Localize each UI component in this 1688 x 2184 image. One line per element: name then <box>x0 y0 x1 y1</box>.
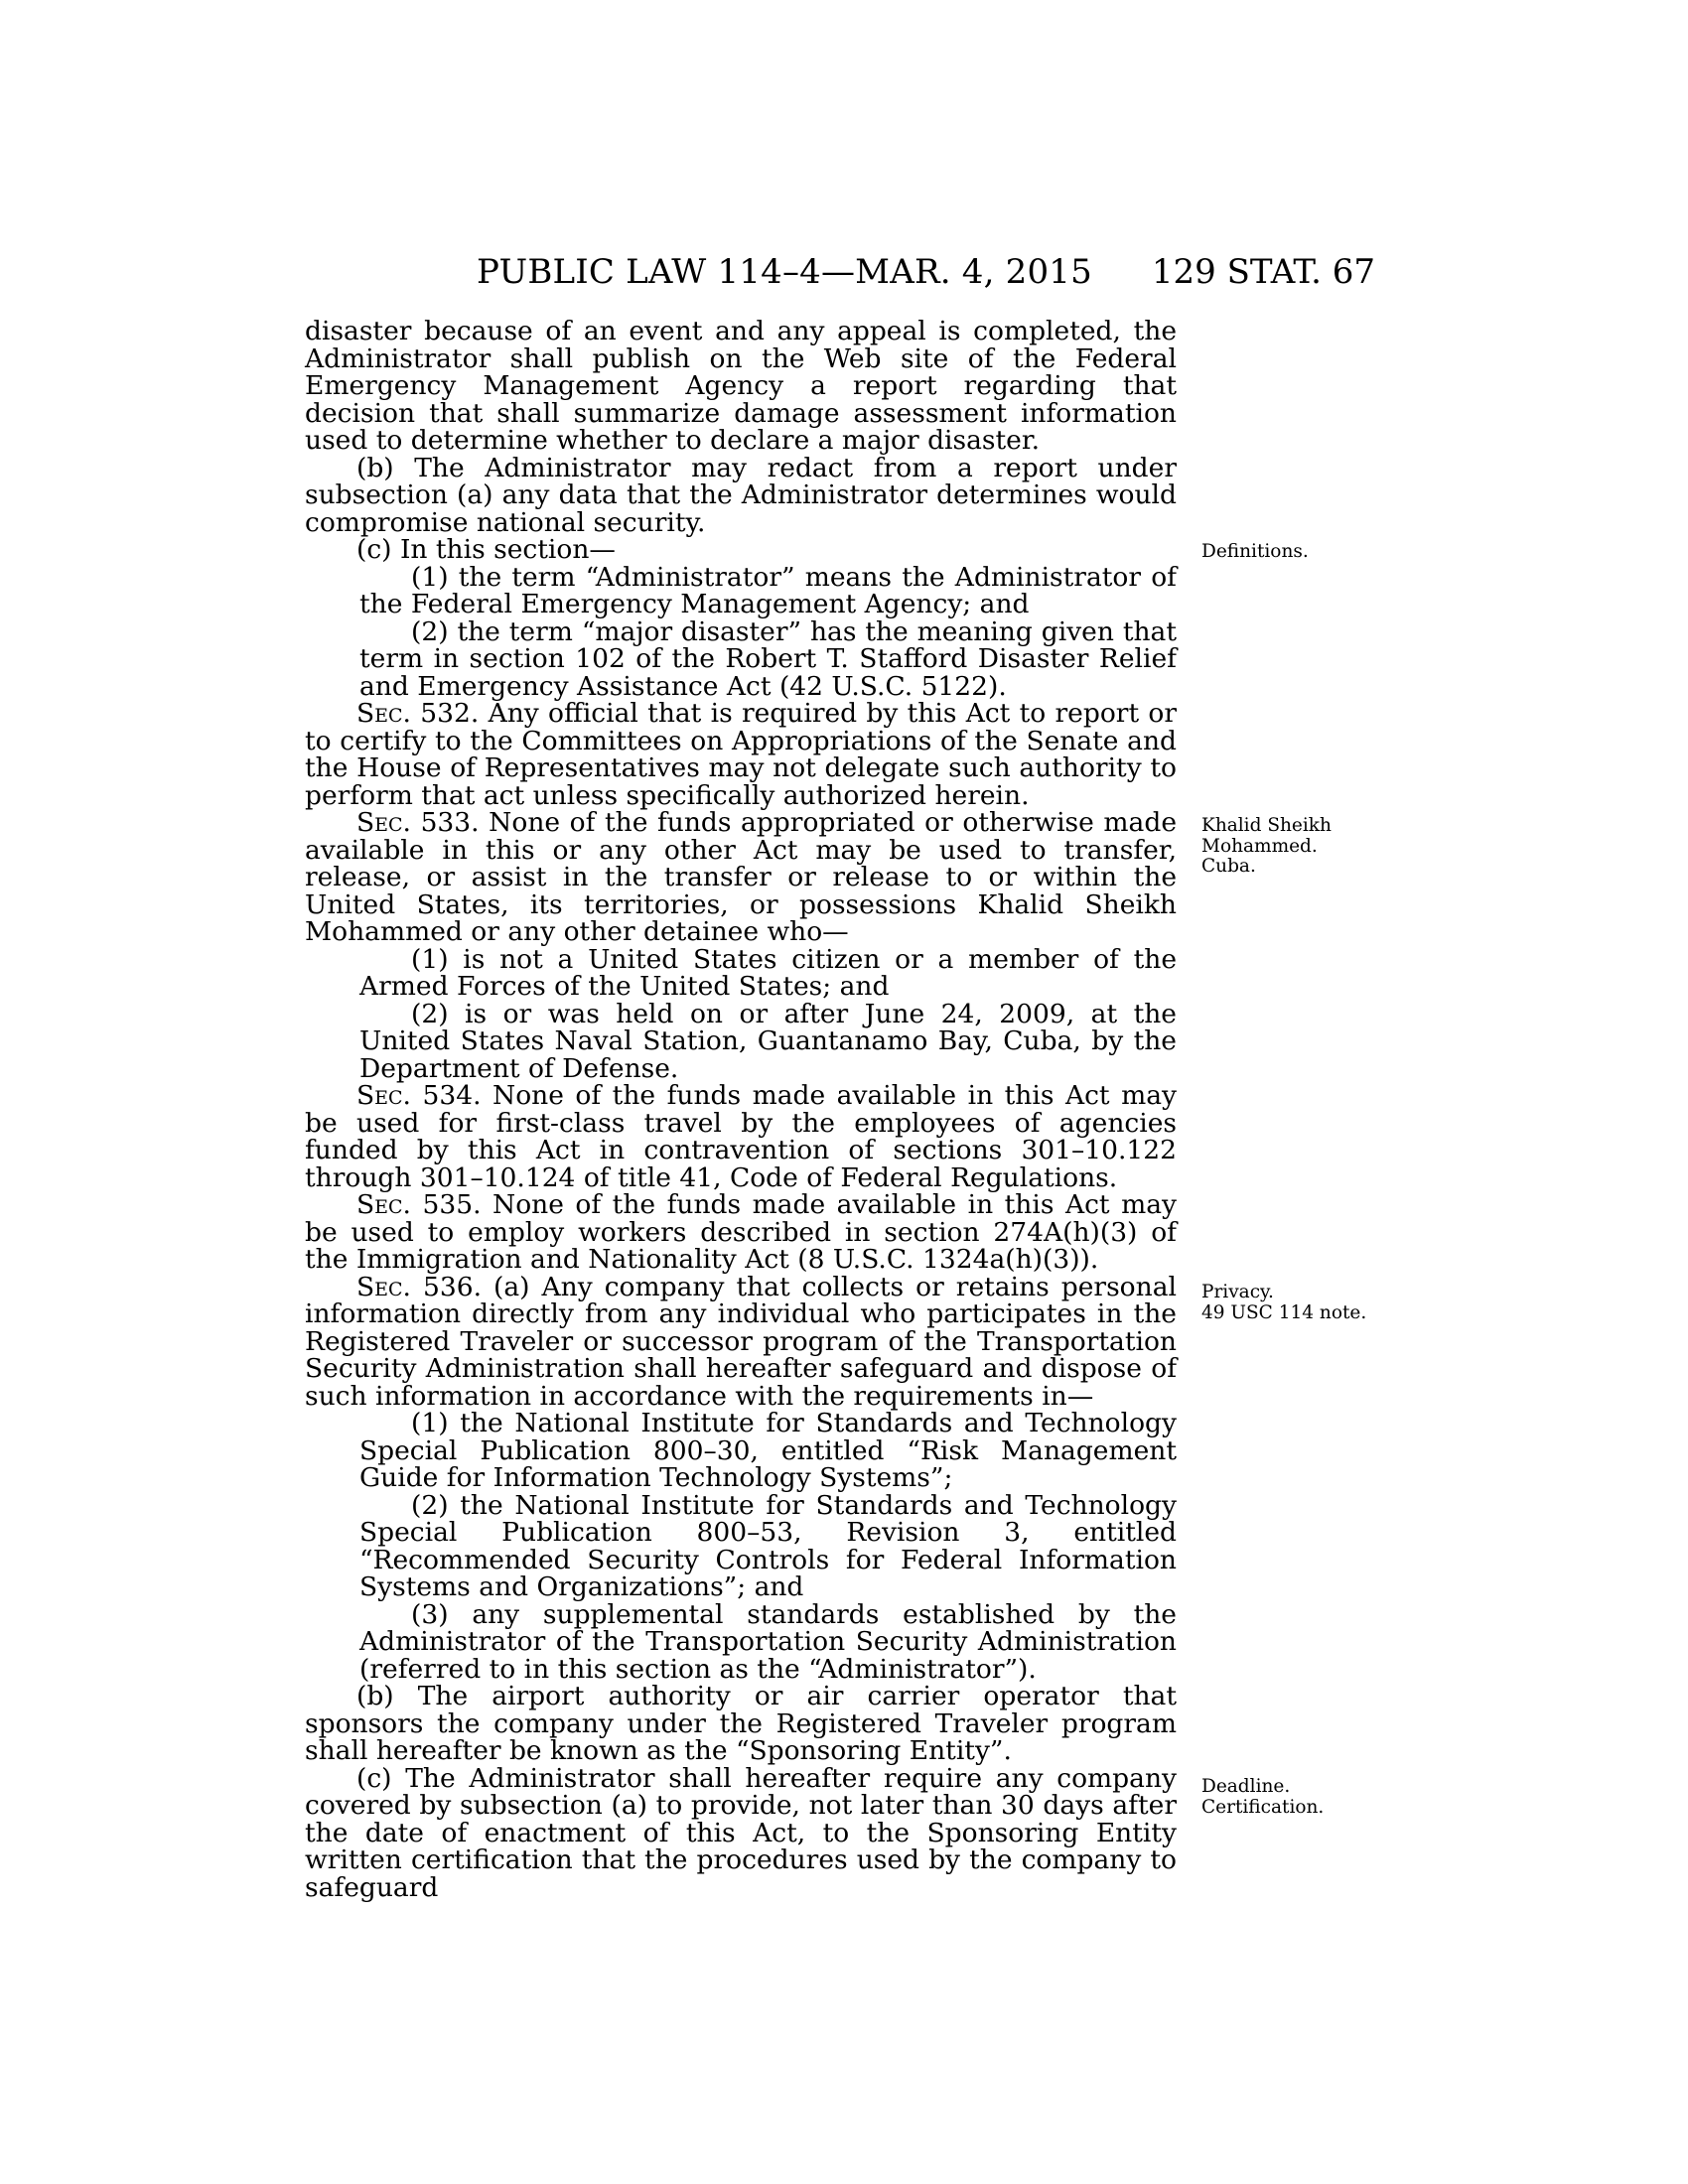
margin-note-cuba: Cuba. <box>1201 856 1256 877</box>
section-533-text: None of the funds appropriated or otherwise made available in this or any other Act may be used to transfer, release, or assist in the transfer or release to or within the United States, its territories, or possessions Khalid Sheikh Mohammed or any other detainee who— <box>305 807 1177 947</box>
section-536-item-3: (3) any supplemental standards established by the Administrator of the Transportation Security Administration (referred to in this section as the “Administrator”). <box>359 1598 1177 1685</box>
section-536-text: (a) Any company that collects or retains personal information directly from any individual who participates in the Registered Traveler or successor program of the Transportation Security Administration shall hereafter safeguard and dispose of such information in accordance with the requirements in— <box>305 1271 1177 1412</box>
margin-note-khalid-cuba <box>1201 816 1400 878</box>
margin-note-khalid-line1: Khalid Sheikh <box>1201 815 1332 836</box>
margin-note-privacy <box>1201 1283 1400 1323</box>
section-533-item-2: (2) is or was held on or after June 24, 2009, at the United States Naval Station, Guantanamo Bay, Cuba, by the Department of Defense. <box>359 998 1177 1084</box>
margin-note-deadline-certification <box>1201 1777 1400 1818</box>
section-533-item-1: (1) is not a United States citizen or a member of the Armed Forces of the United States; and <box>359 943 1177 1002</box>
running-head: PUBLIC LAW 114–4—MAR. 4, 2015 <box>477 252 1092 292</box>
paragraph-subsection-b: (b) The Administrator may redact from a report under subsection (a) any data that the Administrator determines would compromise national security. <box>305 452 1177 538</box>
margin-note-deadline: Deadline. <box>1201 1776 1291 1797</box>
section-534-label: Sec. 534. <box>356 1080 482 1111</box>
section-532-label: Sec. 532. <box>356 698 480 729</box>
margin-note-definitions-text: Definitions. <box>1201 541 1309 562</box>
statute-page-number: 129 STAT. 67 <box>1151 252 1375 292</box>
page-header <box>298 250 1375 294</box>
section-536-subsection-b: (b) The airport authority or air carrier operator that sponsors the company under the Registered Traveler program shall hereafter be known as the “Sponsoring Entity”. <box>305 1681 1177 1766</box>
section-533 <box>305 809 1177 946</box>
section-536-item-2: (2) the National Institute for Standards and Technology Special Publication 800–53, Revision 3, entitled “Recommended Security Controls for Federal Information Systems and Organizations”; and <box>359 1489 1177 1602</box>
definition-major-disaster: (2) the term “major disaster” has the meaning given that term in section 102 of the Robert T. Stafford Disaster Relief and Emergency Assistance Act (42 U.S.C. 5122). <box>359 615 1177 702</box>
section-535-text: None of the funds made available in this Act may be used to employ workers described in section 274A(h)(3) of the Immigration and Nationality Act (8 U.S.C. 1324a(h)(3)). <box>305 1189 1177 1275</box>
margin-note-privacy-text: Privacy. <box>1201 1282 1274 1302</box>
margin-note-khalid-line2: Mohammed. <box>1201 835 1318 857</box>
paragraph-disaster-report: disaster because of an event and any appeal is completed, the Administrator shall publish on the Web site of the Federal Emergency Management Agency a report regarding that decision that shall summarize damage assessment information used to determine whether to declare a major disaster. <box>305 316 1177 456</box>
section-536 <box>305 1271 1177 1412</box>
section-534 <box>305 1082 1177 1191</box>
paragraph-subsection-c: (c) In this section— <box>356 534 616 565</box>
section-534-text: None of the funds made available in this Act may be used for first-class travel by the employees of agencies funded by this Act in contravention of sections 301–10.122 through 301–10.124 of title 41, Code of Federal Regulations. <box>305 1080 1177 1193</box>
definition-administrator: (1) the term “Administrator” means the Administrator of the Federal Emergency Management Agency; and <box>359 561 1177 619</box>
law-text-body <box>305 318 1177 1901</box>
section-532 <box>305 700 1177 809</box>
section-536-subsection-c: (c) The Administrator shall hereafter require any company covered by subsection (a) to provide, not later than 30 days after the date of enactment of this Act, to the Sponsoring Entity written certification that the procedures used by the company to safeguard <box>305 1762 1177 1903</box>
section-536-label: Sec. 536. <box>356 1271 483 1302</box>
section-535-label: Sec. 535. <box>356 1189 482 1220</box>
section-535 <box>305 1191 1177 1274</box>
margin-note-definitions <box>1201 542 1400 563</box>
margin-note-certification: Certification. <box>1201 1796 1325 1818</box>
section-532-text: Any official that is required by this Act to report or to certify to the Committees on Appropriations of the Senate and the House of Representatives may not delegate such authority to perform that act unless specifically authorized herein. <box>305 698 1177 811</box>
section-533-label: Sec. 533. <box>356 807 480 838</box>
margin-note-usc: 49 USC 114 note. <box>1201 1301 1367 1323</box>
section-536-item-1: (1) the National Institute for Standards and Technology Special Publication 800–30, entitled “Risk Management Guide for Information Technology Systems”; <box>359 1408 1177 1493</box>
